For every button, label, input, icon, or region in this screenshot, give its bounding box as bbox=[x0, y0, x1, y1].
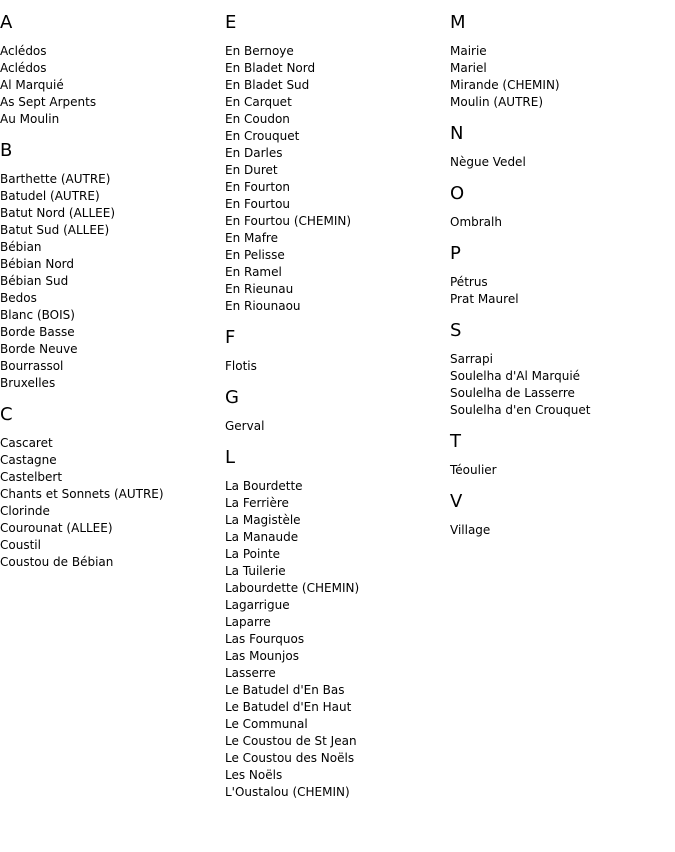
letter-group bbox=[450, 12, 670, 111]
street-list-item bbox=[225, 264, 445, 281]
street-link[interactable]: Nègue Vedel bbox=[450, 155, 526, 169]
street-link[interactable]: Cascaret bbox=[0, 436, 53, 450]
street-list-item bbox=[225, 94, 445, 111]
street-list-item bbox=[0, 256, 220, 273]
street-list bbox=[450, 43, 670, 111]
street-link[interactable]: Soulelha d'Al Marquié bbox=[450, 369, 581, 383]
street-list-item bbox=[225, 281, 445, 298]
street-link[interactable]: Village bbox=[450, 523, 491, 537]
street-list-item bbox=[225, 614, 445, 631]
street-link[interactable]: Bébian bbox=[0, 240, 42, 254]
street-link[interactable]: Sarrapi bbox=[450, 352, 493, 366]
street-list bbox=[225, 418, 445, 435]
street-list-item bbox=[450, 214, 670, 231]
street-link[interactable]: L'Oustalou (CHEMIN) bbox=[225, 785, 350, 799]
street-list-item bbox=[225, 111, 445, 128]
street-link[interactable]: En Carquet bbox=[225, 95, 292, 109]
street-link[interactable]: La Magistèle bbox=[225, 513, 301, 527]
street-link[interactable]: Las Fourquos bbox=[225, 632, 305, 646]
section-letter-heading: T bbox=[450, 431, 461, 452]
street-list-item bbox=[225, 298, 445, 315]
street-list-item bbox=[225, 60, 445, 77]
street-list-item bbox=[225, 750, 445, 767]
section-letter-heading: F bbox=[225, 327, 236, 348]
street-link[interactable]: La Tuilerie bbox=[225, 564, 286, 578]
street-list-item bbox=[225, 43, 445, 60]
street-list-item bbox=[0, 307, 220, 324]
street-link[interactable]: La Pointe bbox=[225, 547, 281, 561]
section-letter-heading: A bbox=[0, 12, 13, 33]
street-link[interactable]: Las Mounjos bbox=[225, 649, 299, 663]
index-column bbox=[450, 0, 670, 551]
section-letter-heading: N bbox=[450, 123, 464, 144]
street-list bbox=[450, 274, 670, 308]
street-list-item bbox=[225, 546, 445, 563]
street-list-item bbox=[225, 247, 445, 264]
street-link[interactable]: Le Coustou des Noëls bbox=[225, 751, 355, 765]
street-link[interactable]: Lagarrigue bbox=[225, 598, 290, 612]
street-list-item bbox=[225, 230, 445, 247]
street-list-item bbox=[450, 94, 670, 111]
street-list bbox=[225, 43, 445, 315]
street-list-item bbox=[0, 171, 220, 188]
street-link[interactable]: Les Noëls bbox=[225, 768, 283, 782]
street-list bbox=[0, 43, 220, 128]
street-list-item bbox=[225, 580, 445, 597]
street-list-item bbox=[0, 77, 220, 94]
street-link[interactable]: La Manaude bbox=[225, 530, 299, 544]
street-list bbox=[450, 351, 670, 419]
letter-group bbox=[0, 404, 220, 571]
street-link[interactable]: Batut Sud (ALLEE) bbox=[0, 223, 110, 237]
street-link[interactable]: Coustil bbox=[0, 538, 41, 552]
section-letter-heading: M bbox=[450, 12, 466, 33]
street-list-item bbox=[0, 290, 220, 307]
street-link[interactable]: Chants et Sonnets (AUTRE) bbox=[0, 487, 164, 501]
street-link[interactable]: Soulelha d'en Crouquet bbox=[450, 403, 591, 417]
street-link[interactable]: Bruxelles bbox=[0, 376, 56, 390]
street-list-item bbox=[0, 273, 220, 290]
section-letter-heading: L bbox=[225, 447, 236, 468]
letter-group bbox=[450, 183, 670, 231]
street-link[interactable]: En Pelisse bbox=[225, 248, 285, 262]
street-link[interactable]: Borde Neuve bbox=[0, 342, 78, 356]
street-list-item bbox=[225, 196, 445, 213]
street-list-item bbox=[450, 154, 670, 171]
letter-group bbox=[225, 327, 445, 375]
street-list-item bbox=[0, 324, 220, 341]
street-list-item bbox=[225, 478, 445, 495]
street-list-item bbox=[225, 699, 445, 716]
street-list-item bbox=[0, 537, 220, 554]
street-list-item bbox=[225, 529, 445, 546]
letter-group bbox=[225, 387, 445, 435]
street-link[interactable]: Pétrus bbox=[450, 275, 488, 289]
street-list-item bbox=[225, 733, 445, 750]
street-link[interactable]: Mirande (CHEMIN) bbox=[450, 78, 560, 92]
street-list bbox=[225, 478, 445, 801]
street-list-item bbox=[0, 554, 220, 571]
street-list-item bbox=[0, 452, 220, 469]
street-list-item bbox=[225, 213, 445, 230]
street-list bbox=[450, 214, 670, 231]
street-link[interactable]: Au Moulin bbox=[0, 112, 60, 126]
letter-group bbox=[0, 12, 220, 128]
street-link[interactable]: Soulelha de Lasserre bbox=[450, 386, 575, 400]
street-link[interactable]: Laparre bbox=[225, 615, 271, 629]
street-list-item bbox=[225, 495, 445, 512]
street-link[interactable]: Castelbert bbox=[0, 470, 63, 484]
section-letter-heading: E bbox=[225, 12, 237, 33]
street-link[interactable]: En Rieunau bbox=[225, 282, 294, 296]
street-list-item bbox=[450, 462, 670, 479]
street-link[interactable]: En Bernoye bbox=[225, 44, 294, 58]
street-list bbox=[450, 462, 670, 479]
street-link[interactable]: En Crouquet bbox=[225, 129, 300, 143]
street-link[interactable]: Le Batudel d'En Haut bbox=[225, 700, 352, 714]
street-link[interactable]: Aclédos bbox=[0, 61, 47, 75]
street-list-item bbox=[225, 682, 445, 699]
street-list-item bbox=[450, 43, 670, 60]
street-link[interactable]: Borde Basse bbox=[0, 325, 75, 339]
letter-group bbox=[225, 12, 445, 315]
street-link[interactable]: En Ramel bbox=[225, 265, 282, 279]
street-link[interactable]: Mariel bbox=[450, 61, 487, 75]
street-list-item bbox=[0, 358, 220, 375]
street-list-item bbox=[225, 631, 445, 648]
street-link[interactable]: La Ferrière bbox=[225, 496, 289, 510]
street-link[interactable]: Le Batudel d'En Bas bbox=[225, 683, 345, 697]
street-list-item bbox=[0, 469, 220, 486]
street-link[interactable]: Labourdette (CHEMIN) bbox=[225, 581, 360, 595]
street-link[interactable]: Bébian Nord bbox=[0, 257, 74, 271]
street-list-item bbox=[450, 77, 670, 94]
letter-group bbox=[225, 447, 445, 801]
street-list-item bbox=[0, 60, 220, 77]
street-link[interactable]: Courounat (ALLEE) bbox=[0, 521, 113, 535]
street-link[interactable]: Blanc (BOIS) bbox=[0, 308, 75, 322]
street-list-item bbox=[450, 368, 670, 385]
section-letter-heading: V bbox=[450, 491, 463, 512]
index-column bbox=[225, 0, 445, 813]
street-list-item bbox=[450, 385, 670, 402]
section-letter-heading: G bbox=[225, 387, 239, 408]
street-list-item bbox=[0, 43, 220, 60]
street-list-item bbox=[225, 162, 445, 179]
street-link[interactable]: Ombralh bbox=[450, 215, 502, 229]
street-list-item bbox=[225, 648, 445, 665]
street-link[interactable]: En Mafre bbox=[225, 231, 278, 245]
street-link[interactable]: Batudel (AUTRE) bbox=[0, 189, 100, 203]
street-link[interactable]: Prat Maurel bbox=[450, 292, 519, 306]
section-letter-heading: C bbox=[0, 404, 13, 425]
letter-group bbox=[450, 123, 670, 171]
street-list-item bbox=[450, 60, 670, 77]
street-list-item bbox=[0, 503, 220, 520]
street-list bbox=[450, 154, 670, 171]
street-link[interactable]: Le Communal bbox=[225, 717, 308, 731]
street-link[interactable]: En Bladet Sud bbox=[225, 78, 310, 92]
street-list-item bbox=[225, 128, 445, 145]
street-list-item bbox=[225, 665, 445, 682]
street-link[interactable]: La Bourdette bbox=[225, 479, 303, 493]
letter-group bbox=[450, 431, 670, 479]
street-list-item bbox=[450, 522, 670, 539]
street-link[interactable]: Clorinde bbox=[0, 504, 50, 518]
section-letter-heading: B bbox=[0, 140, 13, 161]
street-list-item bbox=[0, 94, 220, 111]
street-list-item bbox=[225, 512, 445, 529]
street-link[interactable]: Coustou de Bébian bbox=[0, 555, 114, 569]
street-list-item bbox=[0, 205, 220, 222]
street-list-item bbox=[225, 179, 445, 196]
street-list-item bbox=[0, 188, 220, 205]
section-letter-heading: S bbox=[450, 320, 462, 341]
street-list-item bbox=[225, 784, 445, 801]
street-list bbox=[0, 435, 220, 571]
street-link[interactable]: En Duret bbox=[225, 163, 278, 177]
street-list-item bbox=[225, 145, 445, 162]
section-letter-heading: O bbox=[450, 183, 465, 204]
street-list-item bbox=[0, 435, 220, 452]
street-link[interactable]: Barthette (AUTRE) bbox=[0, 172, 111, 186]
street-link[interactable]: En Riounaou bbox=[225, 299, 301, 313]
street-link[interactable]: En Darles bbox=[225, 146, 283, 160]
street-list-item bbox=[0, 341, 220, 358]
street-link[interactable]: En Fourtou bbox=[225, 197, 291, 211]
street-link[interactable]: Bedos bbox=[0, 291, 37, 305]
street-link[interactable]: Téoulier bbox=[450, 463, 497, 477]
street-link[interactable]: En Bladet Nord bbox=[225, 61, 316, 75]
street-list-item bbox=[0, 375, 220, 392]
street-link[interactable]: En Coudon bbox=[225, 112, 290, 126]
street-link[interactable]: Castagne bbox=[0, 453, 57, 467]
street-list-item bbox=[225, 597, 445, 614]
street-link[interactable]: Batut Nord (ALLEE) bbox=[0, 206, 115, 220]
street-link[interactable]: Le Coustou de St Jean bbox=[225, 734, 357, 748]
street-link[interactable]: Bébian Sud bbox=[0, 274, 69, 288]
street-list-item bbox=[450, 274, 670, 291]
section-letter-heading: P bbox=[450, 243, 461, 264]
street-list-item bbox=[0, 486, 220, 503]
street-list bbox=[450, 522, 670, 539]
street-list bbox=[225, 358, 445, 375]
street-link[interactable]: Moulin (AUTRE) bbox=[450, 95, 543, 109]
street-link[interactable]: As Sept Arpents bbox=[0, 95, 97, 109]
letter-group bbox=[450, 491, 670, 539]
street-link[interactable]: Bourrassol bbox=[0, 359, 64, 373]
street-link[interactable]: Flotis bbox=[225, 359, 257, 373]
letter-group bbox=[450, 243, 670, 308]
street-list-item bbox=[225, 418, 445, 435]
street-list-item bbox=[0, 222, 220, 239]
street-list-item bbox=[225, 716, 445, 733]
street-list bbox=[0, 171, 220, 392]
street-list-item bbox=[450, 402, 670, 419]
street-link[interactable]: Lasserre bbox=[225, 666, 276, 680]
street-list-item bbox=[225, 563, 445, 580]
street-list-item bbox=[0, 239, 220, 256]
letter-group bbox=[0, 140, 220, 392]
index-column bbox=[0, 0, 220, 583]
street-link[interactable]: Gerval bbox=[225, 419, 265, 433]
street-link[interactable]: Aclédos bbox=[0, 44, 47, 58]
street-list-item bbox=[450, 351, 670, 368]
street-list-item bbox=[450, 291, 670, 308]
street-list-item bbox=[225, 77, 445, 94]
letter-group bbox=[450, 320, 670, 419]
street-list-item bbox=[225, 358, 445, 375]
street-list-item bbox=[0, 111, 220, 128]
street-link[interactable]: En Fourtou (CHEMIN) bbox=[225, 214, 352, 228]
street-link[interactable]: Al Marquié bbox=[0, 78, 64, 92]
street-link[interactable]: Mairie bbox=[450, 44, 487, 58]
street-link[interactable]: En Fourton bbox=[225, 180, 291, 194]
street-list-item bbox=[225, 767, 445, 784]
street-list-item bbox=[0, 520, 220, 537]
